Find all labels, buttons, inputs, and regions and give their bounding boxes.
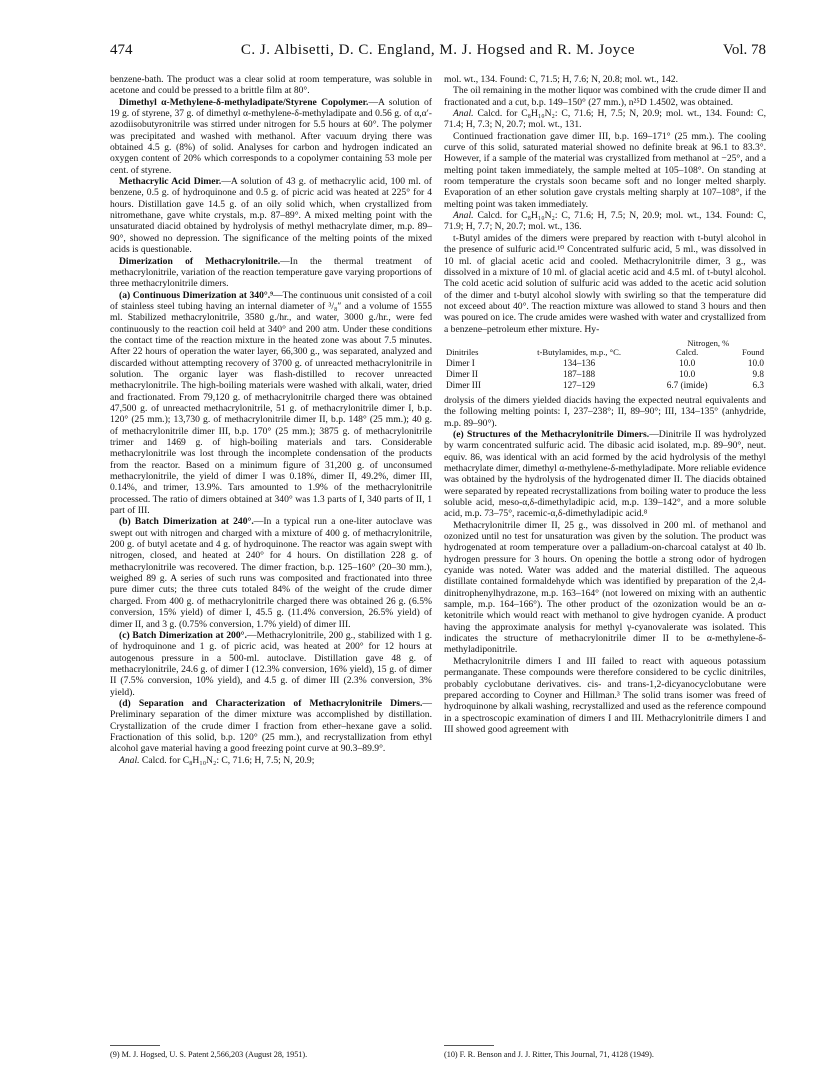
right-column bbox=[444, 74, 766, 735]
paragraph: Methacrylonitrile dimer II, 25 g., was dissolved in 200 ml. of methanol and ozonized until no test for unsaturation was given by the solution. The product was hydrogenated at room temperature over a palladium-on-charcoal catalyst at 40 lb. hydrogen pressure for 3 hours. On opening the bottle a strong odor of hydrogen cyanide was noted. Water was added and the material distilled. The aqueous distillate contained formaldehyde which was identified by preparation of the 2,4-dinitrophenylhydrazone, m.p. 163–164° (not lowered on mixing with an authentic sample, m.p. 164–166°). The other product of the ozonization would be an α-ketonitrile which would react with methanol to give hydrogen cyanide. A product having the approximate analysis for methyl γ-cyanovalerate was isolated. This indicates the structure of methacrylonitrile dimer II to be α-methylene-δ-methyladiponitrile. bbox=[444, 519, 766, 656]
table-header-butylamides: t-Butylamides, m.p., °C. bbox=[537, 347, 621, 358]
paragraph bbox=[110, 290, 432, 517]
paragraph: benzene-bath. The product was a clear solid at room temperature, was soluble in acetone and could be pressed to a brittle film at 80°. bbox=[110, 74, 432, 97]
table-cell: 10.0 bbox=[679, 357, 696, 368]
table-cell: 10.0 bbox=[747, 357, 764, 368]
paragraph: t-Butyl amides of the dimers were prepared by reaction with t-butyl alcohol in the presence of sulfuric acid.¹⁰ Concentrated sulfuric acid, 5 ml., was dissolved in 10 ml. of glacial acetic acid and cooled. Methacrylonitrile dimer, 3 g., was dissolved in a mixture of 10 ml. of glacial acetic acid and 4.5 ml. of t-butyl alcohol. The cold acetic acid solution of sulfuric acid was added to the acetic acid solution of the dimer and t-butyl alcohol slowly with swirling so that the temperature did not exceed about 40°. The reaction mixture was allowed to stand 3 hours and then was poured on ice. The crude amides were washed with water and crystallized from a benzene–petroleum ether mixture. Hy- bbox=[444, 232, 766, 335]
left-column bbox=[110, 74, 432, 766]
table-cell: 10.0 bbox=[679, 368, 696, 379]
paragraph: Continued fractionation gave dimer III, b.p. 169–171° (25 mm.). The cooling curve of this solid, saturated material showed no definite break at 96.1 to 83.3°. However, if a sample of the material was crystallized from methanol at −25°, and a melting point taken immediately, the sample melted at 105–108°. On standing at room temperature the crystals soon became soft and no longer melted sharply. Evaporation of an ether solution gave crystals melting sharply at 107–108°, if the melting point was taken immediately. bbox=[444, 130, 766, 210]
table-cell: 6.7 (imide) bbox=[666, 379, 708, 390]
table-header-calcd: Calcd. bbox=[676, 347, 699, 358]
section-heading: (e) Structures of the Methacrylonitrile Dimers. bbox=[453, 428, 650, 440]
running-head-authors: C. J. Albisetti, D. C. England, M. J. Hogsed and R. M. Joyce bbox=[240, 42, 636, 58]
paragraph-text: —Dinitrile II was hydrolyzed by warm concentrated sulfuric acid. The dibasic acid isolated, m.p. 89–90°, neut. equiv. 86, was identical with an acid formed by the acid hydrolysis of the methyl methacrylate dimer, dimethyl α-methylene-δ-methyladipate. More reliable evidence was obtained by the hydrolysis of the hydrogenated dimer II. The diacids obtained were separated by repeated recrystallizations from boiling water to produce the less soluble acid, meso-α,δ-dimethyladipic acid, m.p. 139–142°, and a more soluble acid, m.p. 73–75°, racemic-α,δ-dimethyladipic acid.⁸ bbox=[444, 428, 766, 520]
analysis-line bbox=[444, 108, 766, 131]
page-number: 474 bbox=[110, 42, 133, 58]
page-header bbox=[110, 42, 766, 62]
section-heading: (b) Batch Dimerization at 240°. bbox=[119, 516, 254, 528]
paragraph: mol. wt., 134. Found: C, 71.5; H, 7.6; N, 20.8; mol. wt., 142. bbox=[444, 74, 678, 85]
section-heading: Dimethyl α-Methylene-δ-methyladipate/Styrene Copolymer. bbox=[119, 96, 369, 108]
paragraph-text: —The continuous unit consisted of a coil of stainless steel tubing having an internal diameter of ³/₈″ and a volume of 1555 ml. Stabilized methacrylonitrile, 3580 g./hr., and water, 3000 g./hr., were fed continuously to the reaction coil held at 340° and 200 atm. Under these conditions the contact time of the reaction mixture in the heated zone was about 7.5 minutes. After 22 hours of operation the water layer, 66,300 g., was separated, analyzed and discarded without attempting recovery of 3700 g. of unreacted methacrylonitrile in solution. The organic layer was flash-distilled to recover unreacted methacrylonitrile. The high-boiling materials were washed with alkali, water, dried and fractionated. From 79,120 g. of methacrylonitrile charged there was obtained 47,500 g. of unreacted methacrylonitrile, 51 g. of methacrylonitrile dimer I, b.p. 120° (25 mm.); 13,730 g. of methacrylonitrile dimer II, b.p. 148° (25 mm.); 40 g. of methacrylonitrile dimer III, b.p. 170° (25 mm.); 3875 g. of methacrylonitrile trimer and 1469 g. of high-boiling materials and tars. Considerable methacrylonitrile was lost through the incomplete condensation of the products from the reactor. Based on a minimum figure of 31,200 g. of unconsumed methacrylonitrile, the yield of dimer I was 0.18%, dimer II, 49.2%, dimer III, 0.14%, and trimer, 13.9%. Tars amounted to 1.9% of the methacrylonitrile processed. The ratio of dimers obtained at 340° was 1.3 parts of I, 340 parts of II, 1 part of III. bbox=[110, 289, 432, 517]
table-header-nitrogen: Nitrogen, % bbox=[687, 337, 730, 348]
table-cell: 9.8 bbox=[752, 368, 764, 379]
table-cell: 187–188 bbox=[562, 368, 596, 379]
footnote-rule bbox=[444, 1045, 494, 1046]
paragraph: drolysis of the dimers yielded diacids having the expected neutral equivalents and the following melting points: I, 237–238°; II, 89–90°; III, 134–135° (anhydride, m.p. 89–90°). bbox=[444, 394, 766, 429]
volume-label: Vol. 78 bbox=[722, 42, 766, 58]
paragraph bbox=[110, 97, 432, 176]
table-row bbox=[444, 380, 766, 391]
paragraph-text: —In a typical run a one-liter autoclave was swept out with nitrogen and charged with a mixture of 400 g. of methacrylonitrile, 200 g. of butyl acetate and 4 g. of hydroquinone. The reactor was again swept with nitrogen, closed, and heated at 240° for 4 hours. On distillation 228 g. of methacrylonitrile was recovered. The dimer fraction, b.p. 125–160° (20–30 mm.), weighed 89 g. A series of such runs was composited and fractionated into three pure dimer cuts; the three cuts totaled 84% of the weight of the crude dimer charged. From 400 g. of methacrylonitrile charged there was obtained 26 g. (6.5% conversion, 15% yield) of dimer I, 45.5 g. (11.4% conversion, 26.5% yield) of dimer II, and 3 g. (0.75% conversion, 1.7% yield) of dimer III. bbox=[110, 516, 432, 630]
paragraph: Methacrylonitrile dimers I and III failed to react with aqueous potassium permanganate. These compounds were therefore considered to be cyclic dinitriles, probably cyclobutane derivatives. cis- and trans-1,2-dicyanocyclobutane were prepared according to Coyner and Hillman.³ The solid trans isomer was freed of hydroquinone by alkali washing, recrystallized and used as the reference compound in a spectroscopic examination of dimers I and III. Methacrylonitrile dimers I and III showed good agreement with bbox=[444, 655, 766, 735]
analysis-text: Calcd. for C₈H₁₀N₂: C, 71.6; H, 7.5; N, 20.9; bbox=[139, 754, 315, 766]
section-heading: Methacrylic Acid Dimer. bbox=[119, 176, 222, 188]
table-header-found: Found bbox=[742, 347, 764, 358]
paragraph-text: —Methacrylonitrile, 200 g., stabilized with 1 g. of hydroquinone and 1 g. of picric acid, was heated at 200° for 12 hours at autogenous pressure in a 500-ml. autoclave. Distillation gave 48 g. of methacrylonitrile, 24.6 g. of dimer I (12.3% conversion, 16% yield), 15 g. of dimer II (7.5% conversion, 10% yield), and 4.5 g. of dimer III (2.3% conversion, 3% yield). bbox=[110, 629, 432, 698]
table-cell: Dimer I bbox=[446, 357, 475, 368]
table-cell: Dimer III bbox=[446, 379, 481, 390]
paragraph: The oil remaining in the mother liquor was combined with the crude dimer II and fractionated and a cut, b.p. 149–150° (27 mm.), n²⁵D 1.4502, was obtained. bbox=[444, 85, 766, 108]
analysis-text: Calcd. for C₈H₁₀N₂: C, 71.6; H, 7.5; N, 20.9; mol. wt., 134. Found: C, 71.9; H, 7.7; N, 20.7; mol. wt., 136. bbox=[444, 210, 766, 233]
paragraph-text: —A solution of 19 g. of styrene, 37 g. of dimethyl α-methylene-δ-methyladipate and 0.56 g. of α,α′-azodiisobutyronitrile was stirred under nitrogen for 5.5 hours at 60°. The polymer was precipitated and washed with methanol. After vacuum drying there was obtained 4.5 g. (8%) of solid. Analyses for carbon and hydrogen indicated an oxygen content of 20% which corresponds to a copolymer containing 53 mole per cent. of styrene. bbox=[110, 96, 432, 176]
table-cell: 127–129 bbox=[562, 379, 596, 390]
footnote-9: (9) M. J. Hogsed, U. S. Patent 2,566,203 (August 28, 1951). bbox=[110, 1050, 308, 1059]
analysis-line bbox=[444, 210, 766, 233]
paragraph bbox=[444, 429, 766, 520]
table-row bbox=[444, 358, 766, 369]
paragraph-text: —Preliminary separation of the dimer mixture was accomplished by distillation. Crystallization of the crude dimer I fraction from ether–hexane gave a solid. Fractionation of this solid, b.p. 120° (25 mm.), and recrystallization from ethyl alcohol gave material having a good freezing point curve at 90.3–89.9°. bbox=[110, 697, 432, 755]
section-heading: (a) Continuous Dimerization at 340°.⁹ bbox=[119, 289, 274, 301]
paragraph bbox=[110, 176, 432, 255]
anal-label: Anal. bbox=[119, 754, 140, 766]
analysis-line bbox=[110, 755, 432, 766]
paragraph-text: —In the thermal treatment of methacrylonitrile, variation of the reaction temperature gave varying proportions of three methacrylonitrile dimers. bbox=[110, 255, 432, 290]
table-cell: 6.3 bbox=[752, 379, 764, 390]
table-header-dinitriles: Dinitriles bbox=[446, 347, 479, 358]
paragraph bbox=[110, 516, 432, 629]
anal-label: Anal. bbox=[453, 108, 474, 120]
analysis-text: Calcd. for C₈H₁₀N₂: C, 71.6; H, 7.5; N, 20.9; mol. wt., 134. Found: C, 71.4; H, 7.3; N, 20.7; mol. wt., 131. bbox=[444, 108, 766, 131]
table-row bbox=[444, 369, 766, 380]
section-heading: Dimerization of Methacrylonitrile. bbox=[119, 255, 281, 267]
paragraph-text: —A solution of 43 g. of methacrylic acid, 100 ml. of benzene, 0.5 g. of hydroquinone and 0.5 g. of picric acid was heated at 225° for 4 hours. Distillation gave 14.5 g. of an oily solid which, when crystallized from nitromethane, gave white crystals, m.p. 87–89°. A mixed melting point with the unsaturated diacid obtained by hydrolysis of methyl methacrylate dimer, m.p. 89–90°, showed no depression. The significance of the melting points of the mixed acids is questionable. bbox=[110, 176, 432, 256]
paragraph bbox=[110, 698, 432, 755]
paragraph bbox=[110, 256, 432, 290]
anal-label: Anal. bbox=[453, 210, 474, 222]
section-heading: (d) Separation and Characterization of Methacrylonitrile Dimers. bbox=[119, 697, 423, 709]
section-heading: (c) Batch Dimerization at 200°. bbox=[119, 629, 247, 641]
table-cell: Dimer II bbox=[446, 368, 478, 379]
butylamides-table bbox=[444, 339, 766, 391]
table-cell: 134–136 bbox=[562, 357, 596, 368]
footnote-rule bbox=[110, 1045, 160, 1046]
paragraph bbox=[110, 630, 432, 698]
footnote-10: (10) F. R. Benson and J. J. Ritter, This Journal, 71, 4128 (1949). bbox=[444, 1050, 654, 1059]
